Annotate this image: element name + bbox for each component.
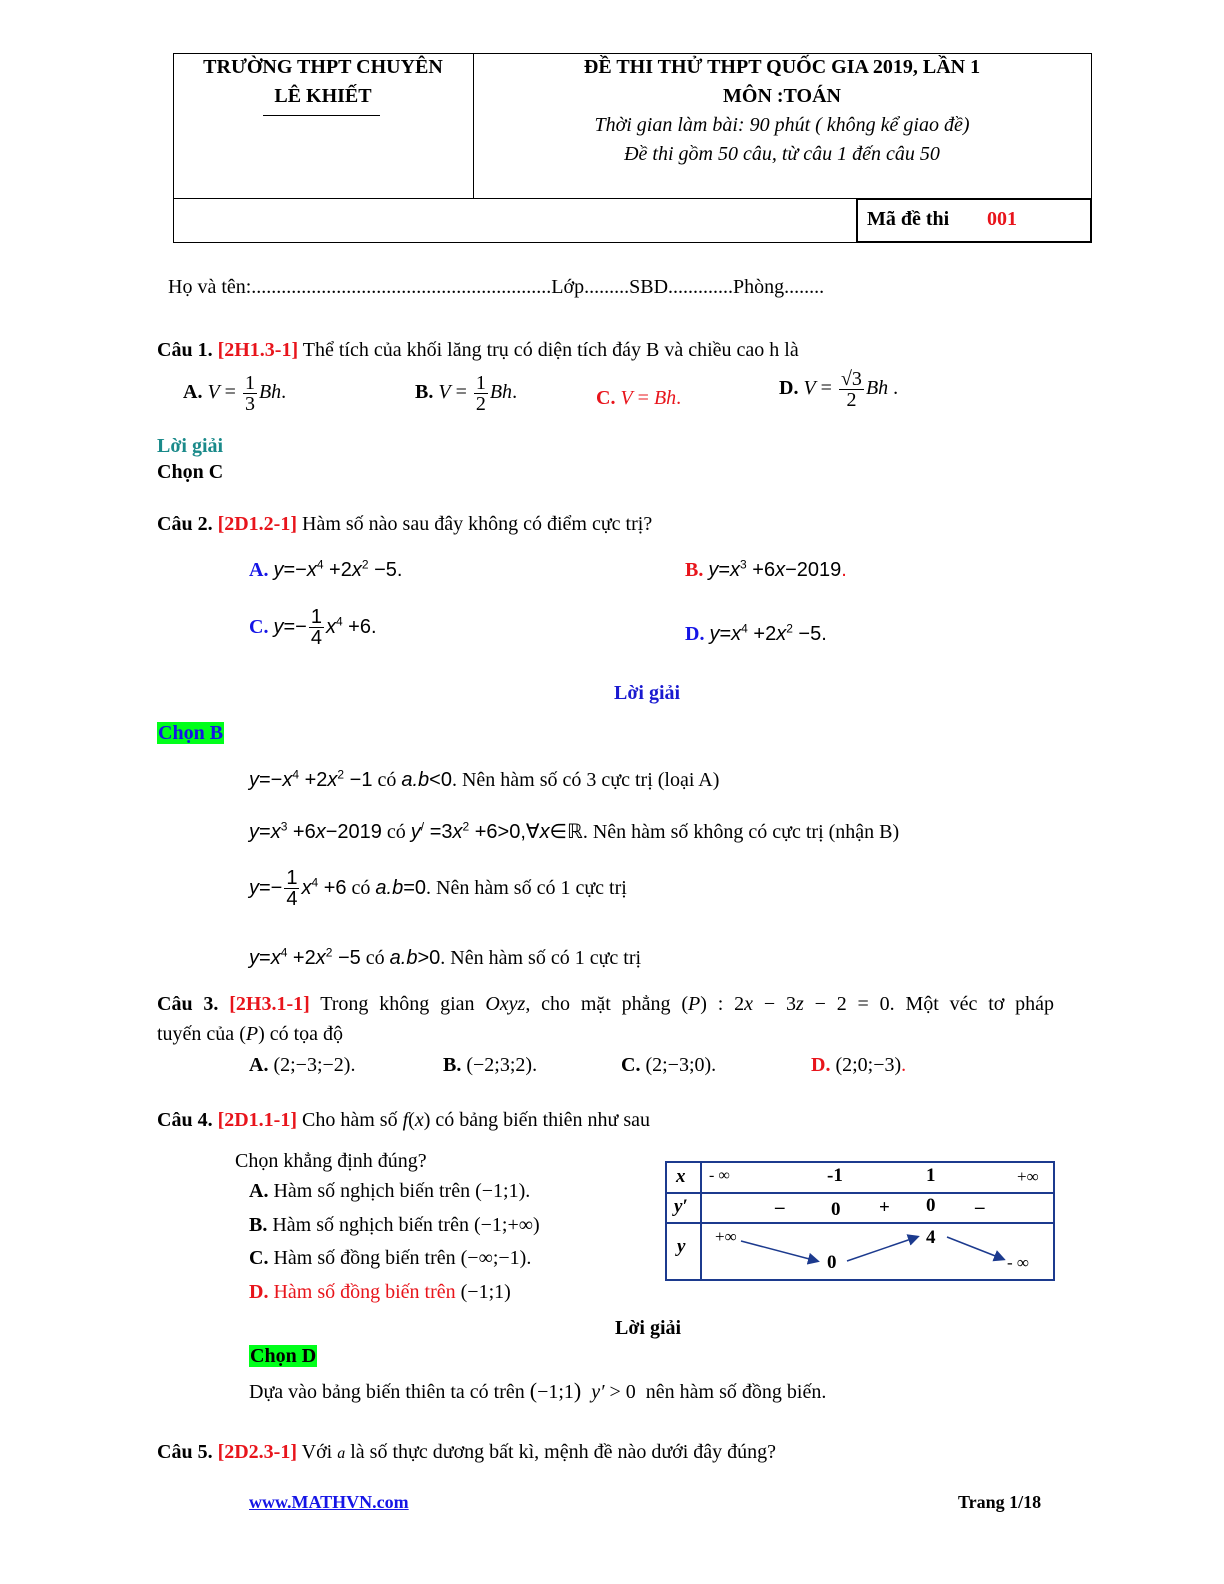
word-co: có — [386, 821, 406, 843]
q2-option-b: B. $y=x^3 +6x-2019$. — [685, 557, 847, 581]
table-yprime-value: 0 — [926, 1195, 936, 1216]
table-y-value: - ∞ — [1007, 1253, 1030, 1272]
q4-option-b — [249, 1214, 540, 1237]
q1-solution-heading: Lời giải — [157, 435, 224, 457]
option-interval: (−1;1) — [460, 1281, 511, 1303]
q1-choice: Chọn C — [157, 461, 224, 483]
option-letter: B. — [685, 559, 704, 581]
q4-solution-heading: Lời giải — [615, 1317, 682, 1339]
word-co: có — [377, 769, 397, 791]
table-x-value: -1 — [827, 1165, 843, 1186]
school-underline — [263, 115, 380, 116]
table-y-value: 4 — [926, 1227, 936, 1248]
explanation-text: . Nên hàm số có 1 cực trị — [440, 947, 642, 969]
question-1-text: Thể tích của khối lăng trụ có diện tích đáy B và chiều cao h là — [302, 339, 799, 361]
q2-option-d: D. $y=x^4 +2x^2 -5$. — [685, 621, 827, 645]
question-2 — [157, 513, 652, 536]
table-yprime-label: y′ — [674, 1196, 688, 1217]
table-x-label: x — [676, 1166, 686, 1187]
option-value: (2;−3;−2) — [273, 1054, 351, 1076]
question-3-label: Câu 3. — [157, 993, 219, 1015]
table-yprime-value: – — [775, 1197, 785, 1218]
exam-question-count: Đề thi gồm 50 câu, từ câu 1 đến câu 50 — [624, 143, 940, 165]
table-y-label: y — [677, 1236, 686, 1257]
option-interval: (−∞;−1) — [460, 1247, 527, 1269]
q2-explanation-4: $y=x^4 +2x^2 -5$ có a.b>0. Nên hàm số có 1 cực trị — [249, 945, 642, 969]
question-3-text: . Một véc tơ pháp — [889, 993, 1055, 1015]
explanation-text: . Nên hàm số không có cực trị (nhận B) — [582, 821, 900, 843]
option-letter: A. — [249, 559, 269, 581]
option-value: (2;0;−3) — [835, 1054, 902, 1076]
variation-table — [665, 1161, 1055, 1281]
exam-subject: MÔN :TOÁN — [723, 85, 841, 107]
decreasing-arrow — [741, 1241, 817, 1261]
table-yprime-value: 0 — [831, 1199, 841, 1220]
option-value: (2;−3;0) — [645, 1054, 712, 1076]
table-x-value: +∞ — [1017, 1167, 1039, 1186]
question-3-tag: [2H3.1-1] — [229, 993, 310, 1015]
q1-option-c: C. V = Bh. — [596, 387, 682, 409]
question-3-text: tuyến của — [157, 1023, 235, 1045]
question-4-tag: [2D1.1-1] — [217, 1109, 298, 1131]
exam-title: ĐỀ THI THỬ THPT QUỐC GIA 2019, LẦN 1 — [583, 56, 981, 78]
option-letter: C. — [621, 1054, 641, 1076]
option-letter: C. — [249, 615, 269, 638]
option-letter: A. — [183, 381, 203, 404]
q2-solution-heading: Lời giải — [614, 682, 681, 704]
school-name-line1: TRƯỜNG THPT CHUYÊN — [203, 56, 443, 78]
q1-option-d: D. V = $\frac{√3}{2}$ Bh . — [779, 368, 899, 411]
increasing-arrow — [847, 1237, 917, 1261]
table-yprime-value: + — [879, 1197, 890, 1218]
table-x-value: - ∞ — [709, 1167, 730, 1184]
question-5-tag: [2D2.3-1] — [217, 1441, 298, 1463]
footer-site-link[interactable]: www.MATHVN.com — [249, 1492, 409, 1512]
option-letter: A. — [249, 1054, 269, 1076]
question-4-text: Cho hàm số — [302, 1109, 398, 1131]
q4-explanation: Dựa vào bảng biến thiên ta có trên (−1;1) y′ > 0 nên hàm số đồng biến. — [249, 1378, 827, 1403]
question-3: Câu 3. [2H3.1-1] Trong không gian Oxyz, cho mặt phẳng (P) : 2x − 3z − 2 = 0. Một véc tơ pháp — [157, 993, 1055, 1015]
q3-option-c: C. (2;−3;0). — [621, 1054, 717, 1076]
table-x-value: 1 — [926, 1165, 936, 1186]
option-letter: D. — [811, 1054, 831, 1076]
q2-option-c: C. y=− $\frac{1}{4}$ $x^4 +6$. — [249, 606, 377, 649]
q4-choice-highlight: Chọn D — [250, 1345, 317, 1367]
q2-explanation-2: $y=x^3 +6x-2019$ có $y^/ =3x^2$ +6>0,∀x∈ℝ. Nên hàm số không có cực trị (nhận B) — [249, 819, 900, 843]
question-2-tag: [2D1.2-1] — [217, 513, 298, 535]
option-interval: (−1;+∞) — [473, 1214, 540, 1236]
q3-option-a: A. (2;−3;−2). — [249, 1054, 356, 1076]
exam-code-label: Mã đề thi — [867, 208, 950, 230]
option-interval: (−1;1) — [475, 1180, 526, 1202]
option-text: Hàm số nghịch biến trên — [272, 1214, 469, 1236]
q3-option-d: D. (2;0;−3). — [811, 1054, 907, 1076]
option-letter: B. — [443, 1054, 462, 1076]
question-4-text: có bảng biến thiên như sau — [435, 1109, 651, 1131]
option-letter: D. — [249, 1281, 269, 1303]
option-letter: C. — [249, 1247, 269, 1269]
question-3-text: , cho mặt phẳng — [525, 993, 671, 1015]
option-letter: D. — [685, 623, 705, 645]
explanation-text: . Nên hàm số có 1 cực trị — [426, 876, 627, 899]
q4-option-a: A. Hàm số nghịch biến trên (−1;1). — [249, 1180, 531, 1202]
question-5-label: Câu 5. — [157, 1441, 213, 1463]
question-5: Câu 5. [2D2.3-1] Với a là số thực dương bất kì, mệnh đề nào dưới đây đúng? — [157, 1441, 777, 1463]
explanation-text: Dựa vào bảng biến thiên ta có trên — [249, 1381, 525, 1403]
q2-explanation-3: y=− $\frac{1}{4}$ $x^4 +6$ có a.b=0. Nên hàm số có 1 cực trị — [249, 867, 627, 910]
option-text: Hàm số nghịch biến trên — [273, 1180, 471, 1202]
table-y-value: +∞ — [715, 1227, 737, 1246]
q1-option-a: A. V = $\frac{1}{3}$ Bh. — [183, 372, 287, 415]
question-1 — [157, 339, 799, 362]
option-text: Hàm số đồng biến trên — [273, 1281, 456, 1303]
word-co: có — [365, 947, 385, 969]
option-letter: B. — [415, 381, 434, 404]
question-3-text: có tọa độ — [269, 1023, 344, 1045]
school-name-line2: LÊ KHIẾT — [274, 85, 372, 107]
option-letter: D. — [779, 377, 799, 400]
q3-option-b: B. (−2;3;2). — [443, 1054, 538, 1076]
q2-explanation-1: $y=-x^4 +2x^2 -1$ có a.b<0. Nên hàm số có 3 cực trị (loại A) — [249, 767, 720, 791]
question-4-label: Câu 4. — [157, 1109, 213, 1131]
q4-option-c: C. Hàm số đồng biến trên (−∞;−1). — [249, 1247, 532, 1269]
question-2-label: Câu 2. — [157, 513, 213, 535]
word-co: có — [351, 876, 371, 899]
question-4: Câu 4. [2D1.1-1] Cho hàm số f(x) có bảng biến thiên như sau — [157, 1109, 651, 1131]
question-3-text: Trong không gian — [320, 993, 475, 1015]
q2-choice-highlight: Chọn B — [158, 722, 224, 744]
q2-choice — [157, 722, 224, 745]
explanation-text: . Nên hàm số có 3 cực trị (loại A) — [451, 769, 720, 791]
table-yprime-value: – — [975, 1197, 985, 1218]
exam-time: Thời gian làm bài: 90 phút ( không kể giao đề) — [594, 114, 970, 136]
decreasing-arrow — [947, 1237, 1003, 1259]
question-2-text: Hàm số nào sau đây không có điểm cực trị? — [302, 513, 653, 535]
q4-choice — [249, 1345, 317, 1368]
option-letter: C. — [596, 387, 616, 409]
q1-option-b: B. V = $\frac{1}{2}$ Bh. — [415, 372, 518, 415]
explanation-text: nên hàm số đồng biến. — [645, 1381, 827, 1403]
table-y-value: 0 — [827, 1252, 837, 1273]
question-1-label: Câu 1. — [157, 339, 213, 361]
footer-page-number: Trang 1/18 — [958, 1492, 1042, 1512]
question-5-text: Với — [301, 1441, 333, 1463]
option-value: (−2;3;2) — [466, 1054, 533, 1076]
option-text: Hàm số đồng biến trên — [273, 1247, 456, 1269]
option-letter: A. — [249, 1180, 269, 1202]
option-letter: B. — [249, 1214, 268, 1236]
exam-code-value: 001 — [987, 208, 1017, 230]
q4-prompt: Chọn khẳng định đúng? — [235, 1150, 427, 1172]
q2-option-a: A. $y=-x^4 +2x^2 -5$. — [249, 557, 403, 581]
question-5-text: là số thực dương bất kì, mệnh đề nào dưới đây đúng? — [350, 1441, 777, 1463]
student-info-line: Họ và tên:............................................................Lớp.........SBD.............Phòng........ — [168, 276, 825, 298]
question-3-line2: tuyến của (P) có tọa độ — [157, 1023, 344, 1045]
table-arrows — [667, 1163, 1053, 1279]
question-1-tag: [2H1.3-1] — [217, 339, 299, 361]
q4-option-d — [249, 1281, 511, 1304]
